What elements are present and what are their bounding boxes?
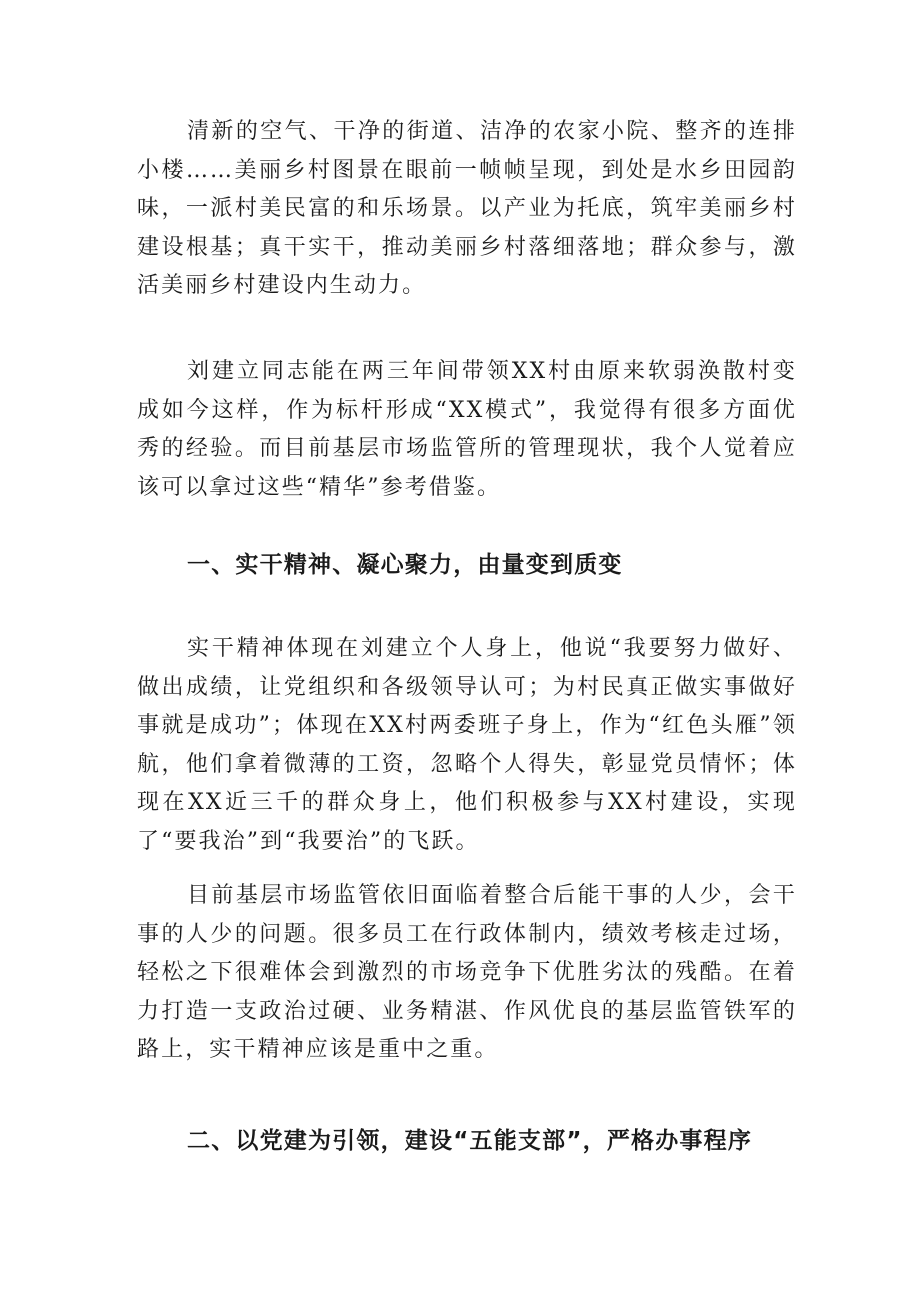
body-paragraph-experience: 刘建立同志能在两三年间带领XX村由原来软弱涣散村变成如今这样，作为标杆形成“XX模式”，我觉得有很多方面优秀的经验。而目前基层市场监管所的管理现状，我个人觉着应该可以拿过这些“精华”参考借鉴。 [137, 359, 797, 500]
body-paragraph-intro: 清新的空气、干净的街道、洁净的农家小院、整齐的连排小楼……美丽乡村图景在眼前一帧帧呈现，到处是水乡田园韵味，一派村美民富的和乐场景。以产业为托底，筑牢美丽乡村建设根基；真干实干，推动美丽乡村落细落地；群众参与，激活美丽乡村建设内生动力。 [137, 119, 797, 298]
body-paragraph-current-issues: 目前基层市场监管依旧面临着整合后能干事的人少，会干事的人少的问题。很多员工在行政体制内，绩效考核走过场，轻松之下很难体会到激烈的市场竞争下优胜劣汰的残酷。在着力打造一支政治过硬、业务精湛、作风优良的基层监管铁军的路上，实干精神应该是重中之重。 [137, 883, 797, 1062]
section-heading-one: 一、实干精神、凝心聚力，由量变到质变 [187, 552, 623, 578]
body-paragraph-practical-spirit: 实干精神体现在刘建立个人身上，他说“我要努力做好、做出成绩，让党组织和各级领导认可；为村民真正做实事做好事就是成功”；体现在XX村两委班子身上，作为“红色头雁”领航，他们拿着微薄的工资，忽略个人得失，彰显党员情怀；体现在XX近三千的群众身上，他们积极参与XX村建设，实现了“要我治”到“我要治”的飞跃。 [137, 636, 797, 854]
section-heading-two: 二、以党建为引领，建设“五能支部”，严格办事程序 [187, 1128, 753, 1154]
